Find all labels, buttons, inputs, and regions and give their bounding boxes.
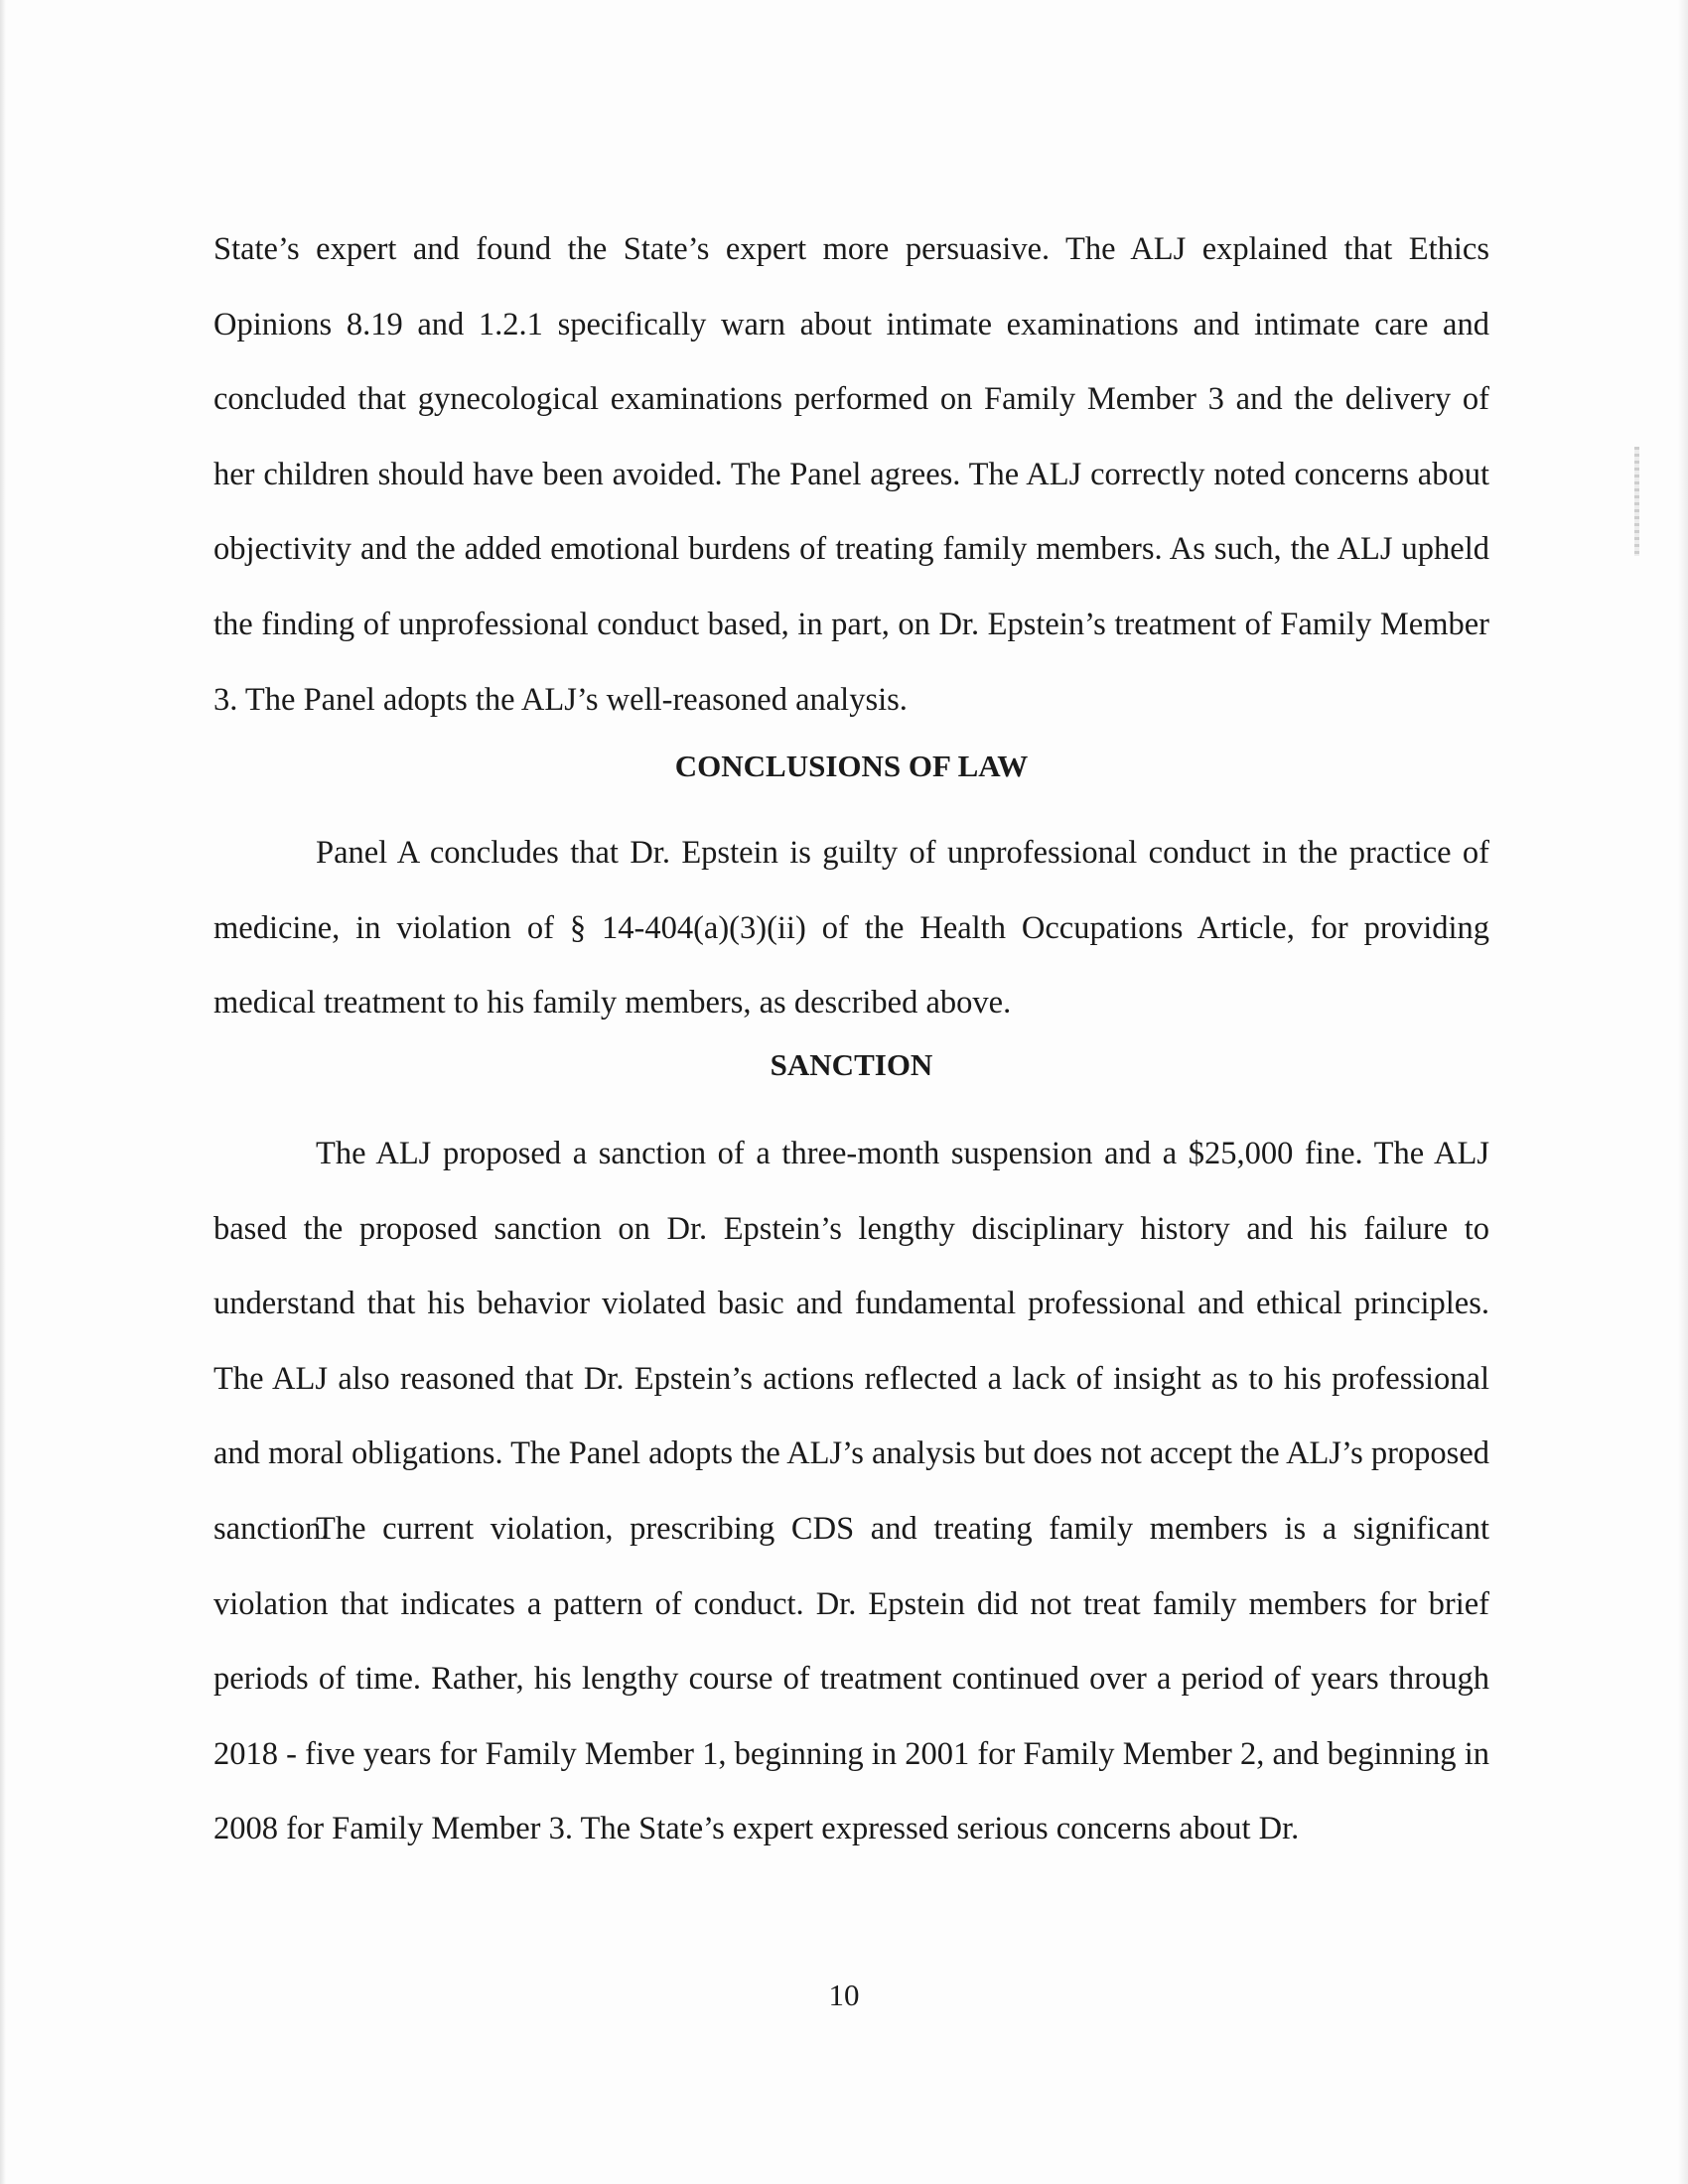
scan-edge-left <box>0 0 6 2184</box>
page-number: 10 <box>828 1978 860 2012</box>
heading-sanction: SANCTION <box>770 1047 933 1082</box>
paragraph-conclusions: Panel A concludes that Dr. Epstein is guilty of unprofessional conduct in the practice of medicine, in violation of § 14-404(a)(3)(ii) of the Health Occupations Article, for providing medical treatment to his family members, as described above. <box>213 835 1489 1022</box>
paragraph-current-violation: The current violation, prescribing CDS and treating family members is a significant violation that indicates a pattern of conduct. Dr. Epstein did not treat family members for brief periods of time. Rather, his lengthy course of treatment continued over a period of years through 2018 - five years for Family Member 1, beginning in 2001 for Family Member 2, and beginning in 2008 for Family Member 3. The State’s expert expressed serious concerns about Dr. <box>213 1511 1489 1847</box>
heading-conclusions-of-law: CONCLUSIONS OF LAW <box>674 749 1029 783</box>
paragraph-sanction-proposed: The ALJ proposed a sanction of a three-month suspension and a $25,000 fine. The ALJ based the proposed sanction on Dr. Epstein’s lengthy disciplinary history and his failure to understand that his behavior violated basic and fundamental professional and ethical principles. The ALJ also reasoned that Dr. Epstein’s actions reflected a lack of insight as to his professional and moral obligations. The Panel adopts the ALJ’s analysis but does not accept the ALJ’s proposed sanction. <box>213 1136 1489 1547</box>
paragraph-findings-continuation: State’s expert and found the State’s expert more persuasive. The ALJ explained that Ethics Opinions 8.19 and 1.2.1 specifically warn about intimate examinations and intimate care and concluded that gynecological examinations performed on Family Member 3 and the delivery of her children should have been avoided. The Panel agrees. The ALJ correctly noted concerns about objectivity and the added emotional burdens of treating family members. As such, the ALJ upheld the finding of unprofessional conduct based, in part, on Dr. Epstein’s treatment of Family Member 3. The Panel adopts the ALJ’s well-reasoned analysis. <box>213 231 1489 718</box>
scan-edge-right <box>1678 0 1688 2184</box>
findings-continuation-block <box>213 212 1489 738</box>
scan-artifact <box>1634 447 1639 556</box>
violation-block <box>213 1492 1489 1867</box>
conclusions-block <box>213 816 1489 1041</box>
